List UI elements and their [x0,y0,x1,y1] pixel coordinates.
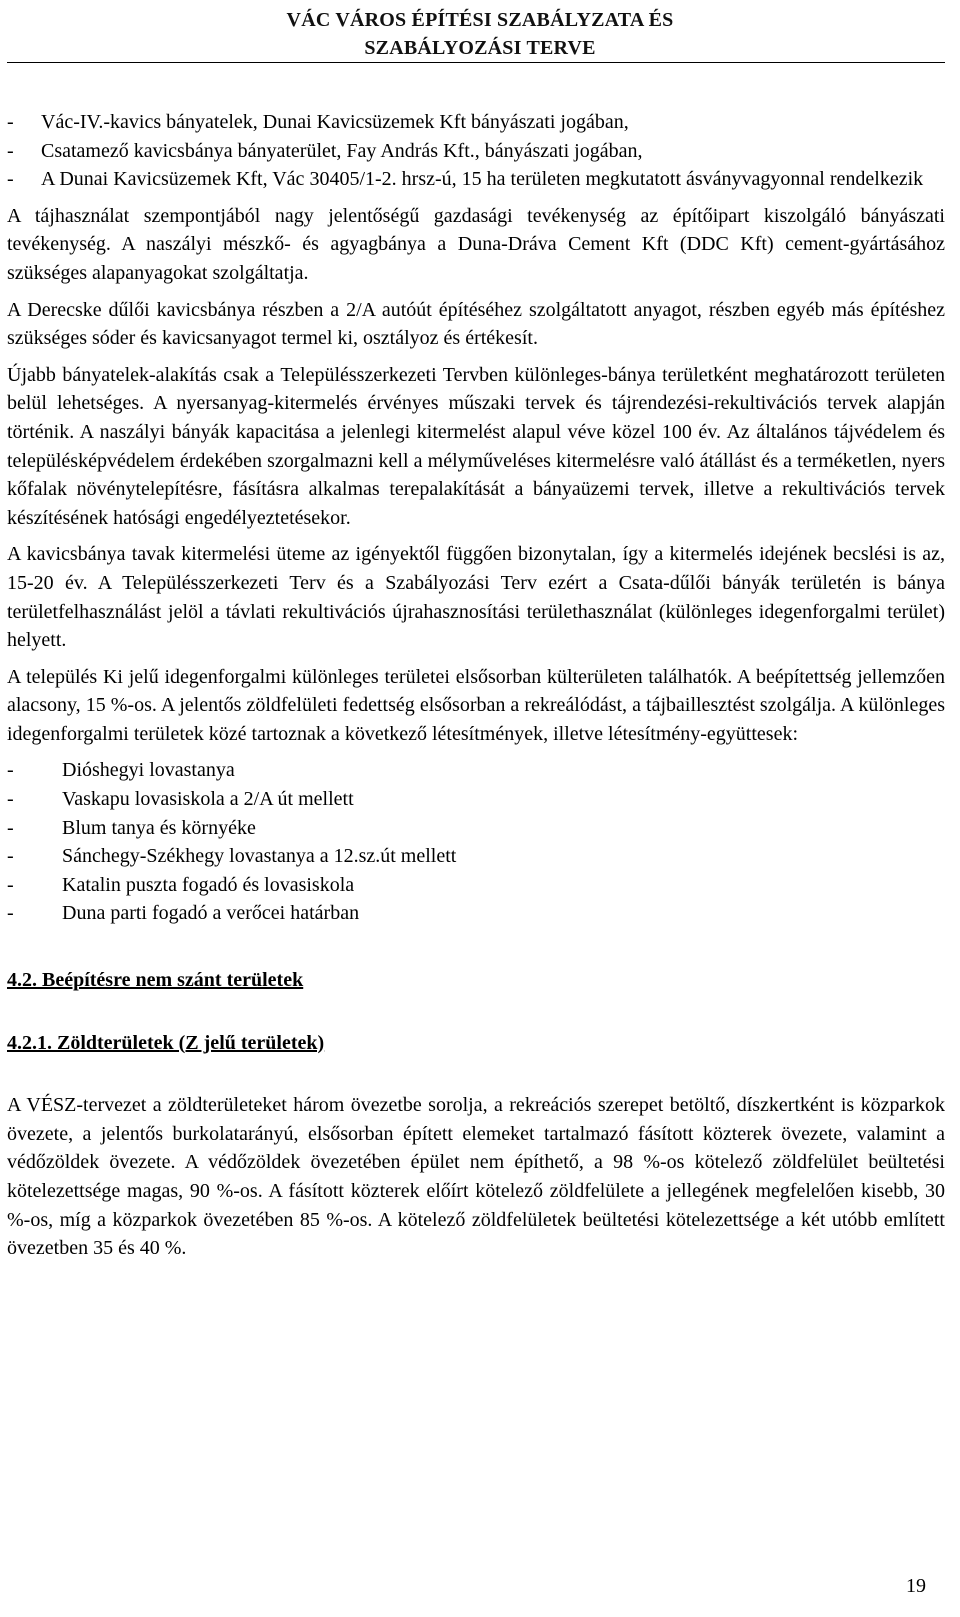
list-dash: - [7,168,14,191]
tourism-facilities-list [7,756,945,928]
list-dash: - [7,139,14,162]
spacer [7,995,945,1029]
list-item: - Csatamező kavicsbánya bányaterület, Fay András Kft., bányászati jogában, [7,137,945,166]
document-body [7,108,945,1271]
list-item: - Vác-IV.-kavics bányatelek, Dunai Kavicsüzemek Kft bányászati jogában, [7,108,945,137]
mining-rights-list [7,108,945,194]
list-dash: - [7,845,14,868]
spacer [7,928,945,966]
paragraph: A település Ki jelű idegenforgalmi különleges területei elsősorban külterületen találhatók. A beépítettség jellemzően alacsony, 15 %-os. A jelentős zöldfelületi fedettség elsősorban a rekreálódást, a tájbaillesztést szolgálja. A különleges idegenforgalmi területek közé tartoznak a következő létesítmények, illetve létesítmény-együttesek: [7,665,945,745]
paragraph: A VÉSZ-tervezet a zöldterületeket három övezetbe sorolja, a rekreációs szerepet betöltő, díszkertként is közparkok övezete, a jelentős burkolatarányú, elsősorban épített elemeket tartalmazó fásított közterek övezete, valamint a védőzöldek övezete. A védőzöldek övezetében épület nem építhető, a 98 %-os kötelező zöldfelület beültetési kötelezettsége magas, 90 %-os. A fásított közterek előírt kötelező zöldfelülete a jellegének megfelelően kisebb, 30 %-os, míg a közparkok övezetében 85 %-os. A kötelező zöldfelületek beültetési kötelezettsége a két utóbb említett övezetben 35 és 40 %. [7,1094,945,1260]
subsection-heading: 4.2.1. Zöldterületek (Z jelű területek) [7,1031,325,1054]
list-dash: - [7,902,14,925]
list-item: - Katalin puszta fogadó és lovasiskola [7,871,945,900]
paragraph: A tájhasználat szempontjából nagy jelentőségű gazdasági tevékenység az építőipart kiszolgáló bányászati tevékenység. A naszályi mészkő- és agyagbánya a Duna-Dráva Cement Kft (DDC Kft) cement-gyártásához szükséges alapanyagokat szolgáltatja. [7,204,945,284]
list-item: - Blum tanya és környéke [7,814,945,843]
list-dash: - [7,111,14,133]
paragraph: A Derecske dűlői kavicsbánya részben a 2/A autóút építéséhez szolgáltatott anyagot, részben egyéb más építéshez szükséges sóder és kavicsanyagot termel ki, osztályoz és értékesít. [7,298,945,350]
list-dash: - [7,816,14,839]
list-item: - Vaskapu lovasiskola a 2/A út mellett [7,785,945,814]
spacer [7,194,945,202]
header-divider [7,62,945,63]
list-dash: - [7,759,14,782]
header-line-1: VÁC VÁROS ÉPÍTÉSI SZABÁLYZATA ÉS [286,9,674,31]
list-dash: - [7,788,14,811]
page-number: 19 [906,1575,926,1597]
paragraph: Újabb bányatelek-alakítás csak a Településszerkezeti Tervben különleges-bánya területként meghatározott területen belül lehetséges. A nyersanyag-kitermelés érvényes műszaki tervek és tájrendezési-rekultivációs tervek alapján történik. A naszályi bányák kapacitása a jelenlegi kitermelést alapul véve közel 100 év. Az általános tájvédelem és településképvédelem érdekében szorgalmazni kell a mélyműveléses kitermelésre való átállást és a terméketlen, nyers kőfalak növénytelepítésre, fásításra alkalmas terepalakítását a bányaüzemi tervek, illetve a rekultivációs tervek készítésének hatósági engedélyeztetésekor. [7,363,945,529]
list-item: - Sánchegy-Székhegy lovastanya a 12.sz.út mellett [7,842,945,871]
section-heading: 4.2. Beépítésre nem szánt területek [7,969,304,992]
running-header [0,6,960,62]
list-item: - Duna parti fogadó a verőcei határban [7,899,945,928]
spacer [7,1057,945,1091]
paragraph: A kavicsbánya tavak kitermelési üteme az igényektől függően bizonytalan, így a kitermelés idejének becslési is az, 15-20 év. A Településszerkezeti Terv és a Szabályozási Terv ezért a Csata-dűlői bányák területén is bánya területfelhasználást jelöl a távlati rekultivációs újrahasznosítási területhasználat (különleges idegenforgalmi terület) helyett. [7,543,945,652]
header-line-2: SZABÁLYOZÁSI TERVE [364,37,596,59]
list-item: - A Dunai Kavicsüzemek Kft, Vác 30405/1-2. hrsz-ú, 15 ha területen megkutatott ásványvagyonnal rendelkezik [7,165,945,194]
list-dash: - [7,873,14,896]
list-item: - Dióshegyi lovastanya [7,756,945,785]
